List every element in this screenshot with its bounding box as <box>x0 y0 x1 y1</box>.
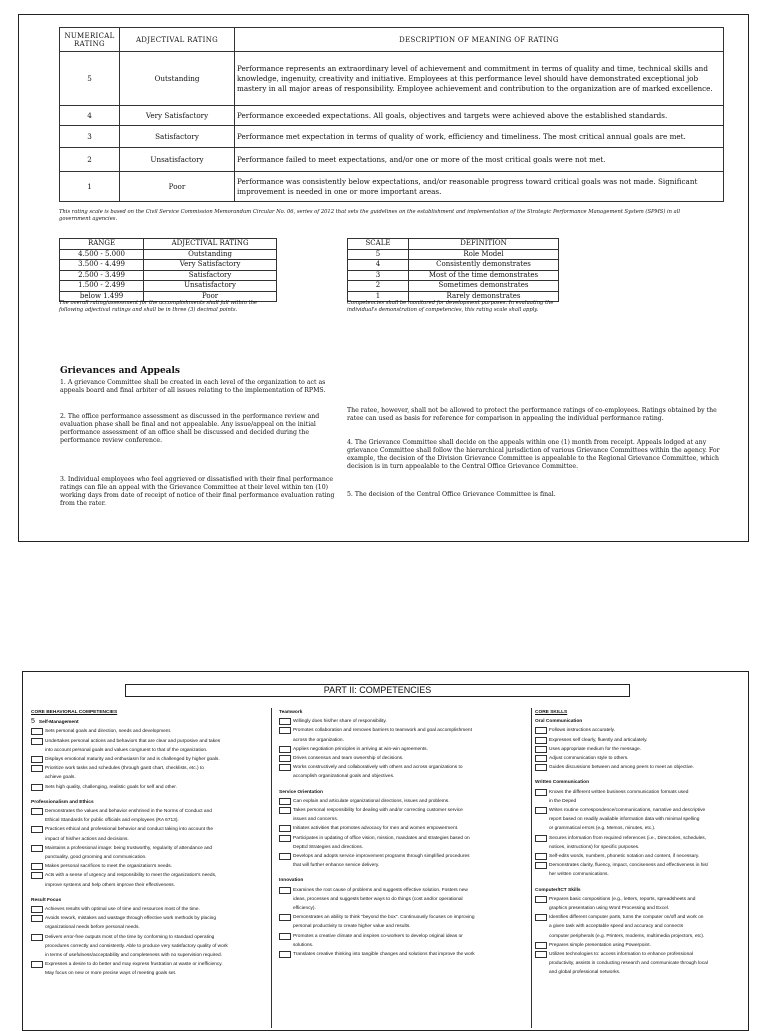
competency-item <box>279 763 527 781</box>
definition-cell: Rarely demonstrates <box>409 291 559 302</box>
column-divider <box>271 708 272 1028</box>
rating-desc: Performance represents an extraordinary level of achievement and commitment in terms of quality and time, technical skills and knowledge, ingenuity, creativity and initiative. Employees at this performance level should have demonstrated exceptional job mastery in all major areas of responsibility. Employee achievement and contribution to the organization are of marked excellence. <box>235 52 724 106</box>
rating-checkbox[interactable] <box>279 914 291 921</box>
section-name: Innovation <box>279 878 304 884</box>
range-note: The overall rating/assessment for the accomplishments shall fall within the following adjectival ratings and shall be in three (3) decimal points. <box>59 300 258 313</box>
header-range: RANGE <box>60 239 144 250</box>
section-heading <box>31 798 269 807</box>
item-text: Adjust communication style to others. <box>549 756 629 762</box>
item-text: achieve goals. <box>45 775 76 781</box>
item-text: procedures correctly and consistently. Able to produce very satisfactory quality of work <box>45 943 228 949</box>
item-text: Initiates activities that promotes advocacy for men and women empowerment. <box>293 826 459 832</box>
rating-value: 5 <box>31 718 35 726</box>
item-text: her written communications. <box>549 872 609 878</box>
competency-item <box>279 834 527 852</box>
rating-checkbox[interactable] <box>279 825 291 832</box>
competency-item <box>31 933 269 961</box>
competency-item <box>279 950 527 959</box>
definition-cell: Sometimes demonstrates <box>409 281 559 292</box>
section-heading <box>279 788 527 797</box>
range-row <box>60 260 277 271</box>
rating-checkbox[interactable] <box>279 727 291 734</box>
section-name: Professionalism and Ethics <box>31 799 94 805</box>
definition-cell: Role Model <box>409 249 559 260</box>
competency-item <box>535 913 745 941</box>
grievance-p5: 4. The Grievance Committee shall decide on the appeals within one (1) month from receipt. Appeals lodged at any grievance Committee shall follow the hierarchical jurisdiction of various Grievance Committees within the agency. For example, the decision of the Division Grievance Committee is appealable to the Regional Grievance Committee, which decision is in turn appealable to the Central Office Grievance Committee. <box>347 439 720 470</box>
rating-row <box>60 148 724 172</box>
grievances-title: Grievances and Appeals <box>60 366 180 376</box>
rating-desc: Performance was consistently below expectations, and/or reasonable progress toward critical goals was not made. Significant improvement is needed in one or more important areas. <box>235 172 724 202</box>
rating-checkbox[interactable] <box>535 746 547 753</box>
item-text: Utilizes technologies to: access information to enhance professional <box>549 952 693 958</box>
competency-item <box>31 783 269 792</box>
rating-checkbox[interactable] <box>31 934 43 941</box>
section-name: Written Communication <box>535 780 590 786</box>
competency-item <box>31 960 269 978</box>
rating-note: This rating scale is based on the Civil Service Commission Memorandum Circular No. 06, series of 2012 that sets the guidelines on the establishment and implementation of the Strategic Performance Management System (SPMS) in all government agencies. <box>59 209 681 222</box>
item-text: Can explain and articulate organizational directions, issues and problems. <box>293 798 450 804</box>
core-skills-column <box>535 708 745 978</box>
competency-item <box>279 717 527 726</box>
rating-checkbox[interactable] <box>535 737 547 744</box>
rating-checkbox[interactable] <box>279 853 291 860</box>
header-adjectival: ADJECTIVAL RATING <box>120 28 235 52</box>
definition-cell: Consistently demonstrates <box>409 260 559 271</box>
section-heading <box>31 896 269 905</box>
item-text: Knows the different written business communication formats used <box>549 789 689 795</box>
rating-num: 2 <box>60 148 120 172</box>
item-text: improve systems and help others improve their effectiveness. <box>45 882 176 888</box>
rating-checkbox[interactable] <box>279 798 291 805</box>
item-text: into account personal goals and values congruent to that of the organization. <box>45 747 208 753</box>
column-heading: CORE SKILLS <box>535 710 568 715</box>
item-text: Undertakes personal actions and behaviors that are clear and purposive and takes <box>45 738 221 744</box>
rating-checkbox[interactable] <box>279 746 291 753</box>
competency-item <box>31 727 269 736</box>
range-row <box>60 249 277 260</box>
competency-item <box>31 905 269 914</box>
header-numerical: NUMERICAL RATING <box>60 28 120 52</box>
competency-item <box>535 754 745 763</box>
competency-item <box>31 755 269 764</box>
range-cell: 1.500 - 2.499 <box>60 281 144 292</box>
rating-checkbox[interactable] <box>535 896 547 903</box>
rating-checkbox[interactable] <box>535 853 547 860</box>
competency-item <box>31 825 269 843</box>
rating-num: 1 <box>60 172 120 202</box>
rating-checkbox[interactable] <box>31 826 43 833</box>
competency-item <box>535 726 745 735</box>
item-text: a given task with acceptable speed and accuracy and connects <box>549 924 684 930</box>
item-text: organizational needs before personal needs. <box>45 925 140 931</box>
item-text: solutions. <box>293 942 314 948</box>
item-text: computer peripherals (e.g. Printers, modems, multimedia projectors, etc). <box>549 933 705 939</box>
column-heading: CORE BEHAVIORAL COMPETENCIES <box>31 710 118 715</box>
definition-cell: Most of the time demonstrates <box>409 270 559 281</box>
item-text: Sets high quality, challenging, realistic goals for self and other. <box>45 784 177 790</box>
competency-item <box>31 807 269 825</box>
item-text: Ethical Standards for public officials and employees (RA 6713). <box>45 818 179 824</box>
competency-item <box>535 950 745 978</box>
item-text: Drives consensus and team ownership of decisions. <box>293 756 404 762</box>
rating-checkbox[interactable] <box>535 835 547 842</box>
section-heading <box>279 708 527 717</box>
competency-item <box>279 726 527 744</box>
item-text: DepEd Strategies and directions. <box>293 844 364 850</box>
rating-checkbox[interactable] <box>535 807 547 814</box>
competency-item <box>279 852 527 870</box>
item-text: Identifies different computer parts, turns the computer on/off and work on <box>549 915 704 921</box>
item-text: Prepares basic compositions (e.g., letters, reports, spreadsheets and <box>549 896 696 902</box>
competency-item <box>31 871 269 889</box>
competency-item <box>535 763 745 772</box>
scale-cell: 5 <box>348 249 409 260</box>
competency-item <box>279 932 527 950</box>
item-text: ideas, processes and suggests better ways to do things (cost and/or operational <box>293 896 463 902</box>
rating-adj: Satisfactory <box>120 126 235 148</box>
item-text: May focus on new or more precise ways of meeting goals set. <box>45 971 177 977</box>
item-text: Demonstrates clarity, fluency, impact, conciseness and effectiveness in his/ <box>549 863 709 869</box>
rating-checkbox[interactable] <box>535 764 547 771</box>
header-scale: SCALE <box>348 239 409 250</box>
range-cell: 3.500 - 4.499 <box>60 260 144 271</box>
item-text: impact of his/her actions and decisions. <box>45 836 129 842</box>
item-text: or grammatical errors (e.g. Memos, minutes, etc.). <box>549 826 656 832</box>
core-behavioral-column <box>31 708 269 979</box>
rating-checkbox[interactable] <box>31 784 43 791</box>
adjectival-cell: Outstanding <box>144 249 277 260</box>
section-heading <box>535 778 745 787</box>
rating-checkbox[interactable] <box>31 756 43 763</box>
part2-title: PART II: COMPETENCIES <box>125 684 630 697</box>
rating-checkbox[interactable] <box>535 727 547 734</box>
section-name: Service Orientation <box>279 789 323 795</box>
header-adjectival: ADJECTIVAL RATING <box>144 239 277 250</box>
competency-item <box>535 834 745 852</box>
rating-checkbox[interactable] <box>279 755 291 762</box>
rating-desc: Performance failed to meet expectations, and/or one or more of the most critical goals were not met. <box>235 148 724 172</box>
rating-checkbox[interactable] <box>31 906 43 913</box>
rating-checkbox[interactable] <box>31 738 43 745</box>
item-text: efficiency). <box>293 906 316 912</box>
section-name: Teamwork <box>279 710 303 715</box>
item-text: Expresses self clearly, fluently and articulately. <box>549 737 648 743</box>
rating-checkbox[interactable] <box>279 887 291 894</box>
item-text: Applies negotiation principles in arriving at win-win agreements. <box>293 746 428 752</box>
grievance-p2: 2. The office performance assessment as discussed in the performance review and evaluation phase shall be final and not appealable. Any issue/appeal on the initial performance assessment of an office shall be discussed and decided during the performance review conference. <box>60 413 320 444</box>
competency-item <box>31 914 269 932</box>
item-text: Practices ethical and professional behavior and conduct taking into account the <box>45 827 213 833</box>
rating-checkbox[interactable] <box>535 755 547 762</box>
item-text: issues and concerns. <box>293 817 339 823</box>
competency-item <box>31 844 269 862</box>
item-text: Prepares simple presentation using Powerpoint. <box>549 942 651 948</box>
adjectival-cell: Satisfactory <box>144 270 277 281</box>
item-text: Acts with a sense of urgency and responsibility to meet the organization's needs, <box>45 873 217 879</box>
rating-adj: Outstanding <box>120 52 235 106</box>
competency-item <box>535 806 745 834</box>
rating-checkbox[interactable] <box>31 872 43 879</box>
item-text: and global professional networks. <box>549 970 621 976</box>
grievance-p3: 3. Individual employees who feel aggrieved or dissatisfied with their final performance ratings can file an appeal with the Grievance Committee at their level within ten (10) working days from date of receipt of notice of their final performance evaluation rating from the rater. <box>60 476 335 507</box>
rating-checkbox[interactable] <box>535 789 547 796</box>
item-text: Sets personal goals and direction, needs and development. <box>45 729 172 735</box>
rating-checkbox[interactable] <box>31 728 43 735</box>
section-heading <box>279 876 527 885</box>
item-text: in the Deped <box>549 798 577 804</box>
competency-item <box>279 797 527 806</box>
rating-checkbox[interactable] <box>31 961 43 968</box>
item-text: Writes routine correspondence/communications, narrative and descriptive <box>549 808 706 814</box>
item-text: Delivers error-free outputs most of the time by conforming to standard operating <box>45 934 215 940</box>
rating-checkbox[interactable] <box>31 808 43 815</box>
teamwork-column <box>279 708 527 959</box>
rating-checkbox[interactable] <box>31 863 43 870</box>
item-text: Examines the root cause of problems and suggests effective solution. Fosters new <box>293 887 468 893</box>
rating-checkbox[interactable] <box>279 764 291 771</box>
rating-adj: Very Satisfactory <box>120 106 235 126</box>
item-text: personal productivity to create higher value and results. <box>293 924 411 930</box>
item-text: Translates creative thinking into tangible changes and solutions that improve the work <box>293 952 475 958</box>
section-name: Computer/ICT Skills <box>535 887 581 893</box>
rating-checkbox[interactable] <box>279 951 291 958</box>
rating-checkbox[interactable] <box>31 765 43 772</box>
competency-item <box>279 806 527 824</box>
item-text: Develops and adopts service improvement programs through simplified procedures <box>293 854 470 860</box>
rating-table <box>59 27 724 202</box>
scale-note: Competencies shall be monitored for development purposes. In evaluating the individual's demonstration of competencies, this rating scale shall apply. <box>347 300 554 313</box>
item-text: Secures information from required references (i.e., Directories, schedules, <box>549 835 707 841</box>
item-text: Displays emotional maturity and enthusiasm for and is challenged by higher goals. <box>45 757 220 763</box>
rating-checkbox[interactable] <box>279 835 291 842</box>
section-heading <box>535 886 745 895</box>
competency-item <box>31 737 269 755</box>
competency-item <box>279 824 527 833</box>
scale-row <box>348 270 559 281</box>
section-name: Result Focus <box>31 897 62 903</box>
range-cell: 4.500 - 5.000 <box>60 249 144 260</box>
adjectival-cell: Poor <box>144 291 277 302</box>
item-text: Participates in updating of office vision, mission, mandates and strategies based on <box>293 835 470 841</box>
item-text: Willingly does his/her share of responsibility. <box>293 719 387 725</box>
section-heading <box>535 717 745 726</box>
rating-checkbox[interactable] <box>279 718 291 725</box>
item-text: Makes personal sacrifices to meet the organization's needs. <box>45 864 173 870</box>
item-text: productivity, assists in conducting research and communicate through local <box>549 961 708 967</box>
item-text: Uses appropriate medium for the message. <box>549 746 641 752</box>
scale-row <box>348 260 559 271</box>
rating-checkbox[interactable] <box>279 933 291 940</box>
item-text: punctuality, good grooming and communication. <box>45 855 147 861</box>
header-description: DESCRIPTION OF MEANING OF RATING <box>235 28 724 52</box>
rating-desc: Performance exceeded expectations. All goals, objectives and targets were achieved above the established standards. <box>235 106 724 126</box>
header-definition: DEFINITION <box>409 239 559 250</box>
item-text: Avoids rework, mistakes and wastage through effective work methods by placing <box>45 916 216 922</box>
item-text: that will further enhance service delivery. <box>293 863 380 869</box>
rating-checkbox[interactable] <box>31 845 43 852</box>
item-text: Self-edits words, numbers, phonetic notation and content, if necessary. <box>549 854 700 860</box>
rating-checkbox[interactable] <box>535 862 547 869</box>
competency-item <box>279 754 527 763</box>
page-competencies <box>22 671 749 1031</box>
rating-row <box>60 52 724 106</box>
range-row <box>60 281 277 292</box>
competency-item <box>535 852 745 861</box>
scale-row <box>348 249 559 260</box>
range-row <box>60 270 277 281</box>
adjectival-cell: Very Satisfactory <box>144 260 277 271</box>
section-name: Oral Communication <box>535 719 583 725</box>
item-text: in terms of usefulness/acceptability and completeness with no supervision required. <box>45 953 223 959</box>
competency-item <box>279 745 527 754</box>
item-text: Follows instructions accurately. <box>549 728 616 734</box>
scale-cell: 4 <box>348 260 409 271</box>
section-name: Self-Management <box>38 720 79 726</box>
rating-adj: Poor <box>120 172 235 202</box>
rating-desc: Performance met expectation in terms of quality of work, efficiency and timeliness. The most critical annual goals are met. <box>235 126 724 148</box>
scale-table <box>347 238 559 302</box>
rating-num: 3 <box>60 126 120 148</box>
adjectival-cell: Unsatisfactory <box>144 281 277 292</box>
rating-row <box>60 172 724 202</box>
competency-item <box>279 886 527 914</box>
scale-cell: 1 <box>348 291 409 302</box>
range-cell: below 1.499 <box>60 291 144 302</box>
competency-item <box>535 895 745 913</box>
item-text: Takes personal responsibility for dealing with and/or correcting customer service <box>293 808 463 814</box>
rating-checkbox[interactable] <box>535 914 547 921</box>
item-text: report based on readily available information data with minimal spelling <box>549 817 700 823</box>
rating-adj: Unsatisfactory <box>120 148 235 172</box>
item-text: Maintains a professional image: being trustworthy, regularity of attendance and <box>45 845 213 851</box>
item-text: Demonstrates the values and behavior enshrined in the Norms of Conduct and <box>45 809 212 815</box>
competency-item <box>31 862 269 871</box>
rating-row <box>60 106 724 126</box>
competency-item <box>535 745 745 754</box>
item-text: Guides discussions between and among peers to meet an objective. <box>549 765 695 771</box>
item-text: Promotes collaboration and removes barriers to teamwork and goal accomplishment <box>293 728 472 734</box>
competency-item <box>535 788 745 806</box>
competency-item <box>535 736 745 745</box>
rating-row <box>60 126 724 148</box>
page-rating-scales <box>18 14 749 542</box>
scale-row <box>348 281 559 292</box>
competency-item <box>535 861 745 879</box>
rating-checkbox[interactable] <box>31 915 43 922</box>
item-text: Works constructively and collaboratively with others and across organizations to <box>293 765 463 771</box>
grievance-p6: 5. The decision of the Central Office Grievance Committee is final. <box>347 491 556 498</box>
item-text: graphics presentation using Word Processing and Excel. <box>549 906 670 912</box>
competency-item <box>31 764 269 782</box>
item-text: Promotes a creative climate and inspires co-workers to develop original ideas or <box>293 933 463 939</box>
item-text: Prioritize work tasks and schedules (through gantt chart, checklists, etc.) to <box>45 766 204 772</box>
item-text: Demonstrates an ability to think "beyond the box". Continuously focuses on improving <box>293 915 475 921</box>
item-text: notices, instructions) for specific purposes. <box>549 844 640 850</box>
scale-cell: 3 <box>348 270 409 281</box>
section-heading <box>31 717 269 727</box>
grievance-p4: The ratee, however, shall not be allowed to protect the performance ratings of co-employees. Ratings obtained by the ratee can used as basis for reference for comparison in appealing the individual performance rating. <box>347 407 717 422</box>
column-divider <box>531 708 532 1028</box>
rating-num: 5 <box>60 52 120 106</box>
grievance-p1: 1. A grievance Committee shall be created in each level of the organization to act as appeals board and final arbiter of all issues relating to the implementation of RPMS. <box>60 379 326 394</box>
rating-checkbox[interactable] <box>535 942 547 949</box>
item-text: accomplish organizational goals and objectives. <box>293 774 395 780</box>
range-cell: 2.500 - 3.499 <box>60 270 144 281</box>
rating-checkbox[interactable] <box>535 951 547 958</box>
competency-item <box>279 913 527 931</box>
scale-cell: 2 <box>348 281 409 292</box>
item-text: across the organization. <box>293 737 344 743</box>
item-text: Expresses a desire to do better and may express frustration at waste or inefficiency. <box>45 962 223 968</box>
item-text: Achieves results with optimal use of time and resources most of the time. <box>45 907 200 913</box>
range-table <box>59 238 277 302</box>
competency-item <box>535 941 745 950</box>
rating-num: 4 <box>60 106 120 126</box>
rating-checkbox[interactable] <box>279 807 291 814</box>
